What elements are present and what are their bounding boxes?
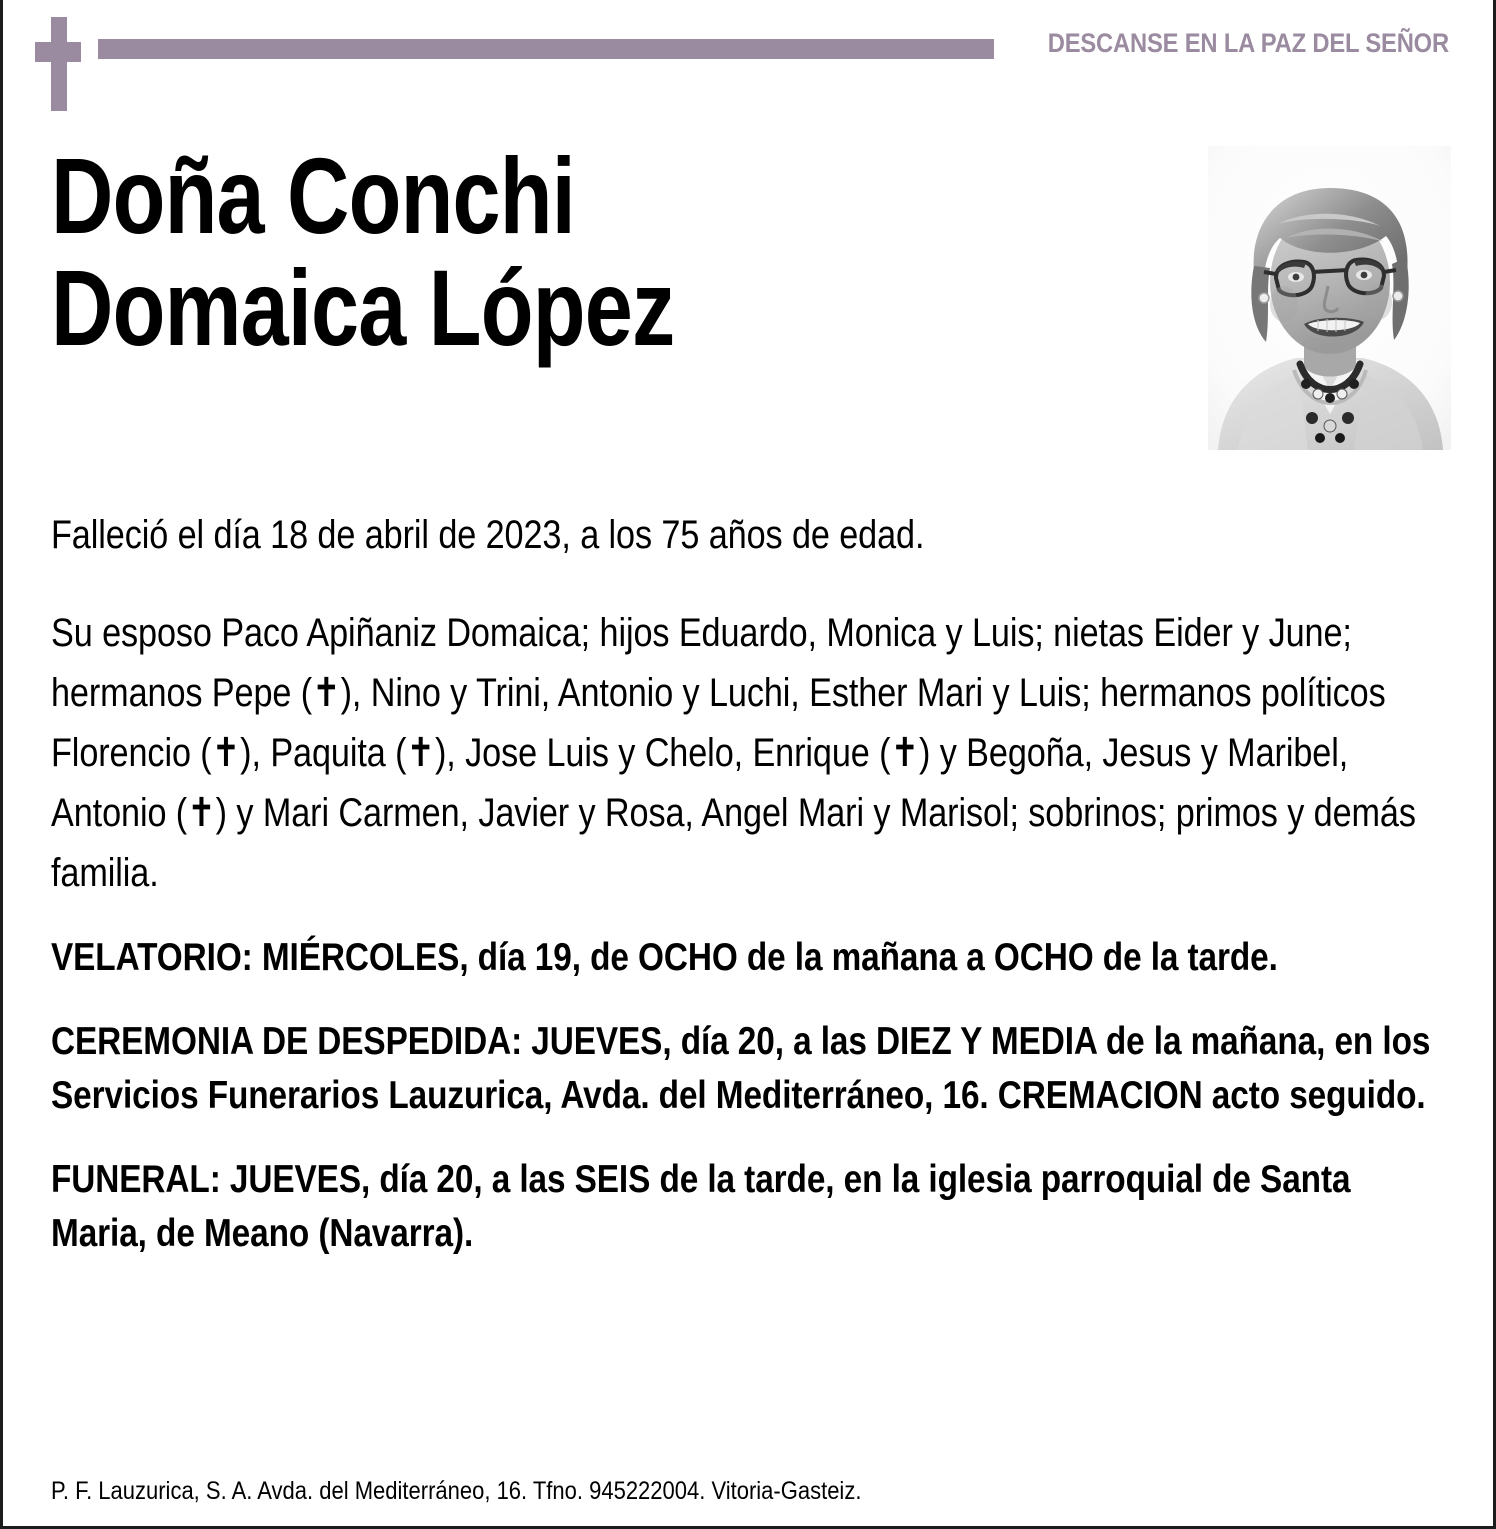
header-rule xyxy=(98,39,994,59)
notice-body xyxy=(51,505,1449,1291)
ceremonia-paragraph: CEREMONIA DE DESPEDIDA: JUEVES, día 20, a las DIEZ Y MEDIA de la mañana, en los Servicios Funerarios Lauzurica, Avda. del Mediterráneo, 16. CREMACION acto seguido. xyxy=(51,1020,1431,1117)
deceased-name-line-1: Doña Conchi xyxy=(51,135,575,256)
funeral-paragraph: FUNERAL: JUEVES, día 20, a las SEIS de la tarde, en la iglesia parroquial de Santa Maria, de Meano (Navarra). xyxy=(51,1158,1351,1255)
deceased-name-line-2: Domaica López xyxy=(51,247,675,368)
funeral-home-credit: P. F. Lauzurica, S. A. Avda. del Mediterráneo, 16. Tfno. 945222004. Vitoria-Gasteiz. xyxy=(51,1477,862,1505)
notice-header xyxy=(3,0,1493,120)
portrait-illustration xyxy=(1208,146,1451,450)
page-title xyxy=(51,135,1181,368)
header-motto: DESCANSE EN LA PAZ DEL SEÑOR xyxy=(1047,28,1449,58)
latin-cross-icon xyxy=(35,17,81,111)
cross-vertical-bar xyxy=(51,17,67,111)
deceased-portrait-photo xyxy=(1208,146,1451,450)
family-paragraph: Su esposo Paco Apiñaniz Domaica; hijos Eduardo, Monica y Luis; nietas Eider y June; hermanos Pepe (✝), Nino y Trini, Antonio y Luchi, Esther Mari y Luis; hermanos políticos Florencio (✝), Paquita (✝), Jose Luis y Chelo, Enrique (✝) y Begoña, Jesus y Maribel, Antonio (✝) y Mari Carmen, Javier y Rosa, Angel Mari y Marisol; sobrinos; primos y demás familia. xyxy=(51,611,1416,895)
cross-horizontal-bar xyxy=(35,42,81,62)
velatorio-paragraph: VELATORIO: MIÉRCOLES, día 19, de OCHO de la mañana a OCHO de la tarde. xyxy=(51,936,1278,979)
death-notice-paragraph: Falleció el día 18 de abril de 2023, a los 75 años de edad. xyxy=(51,513,925,557)
